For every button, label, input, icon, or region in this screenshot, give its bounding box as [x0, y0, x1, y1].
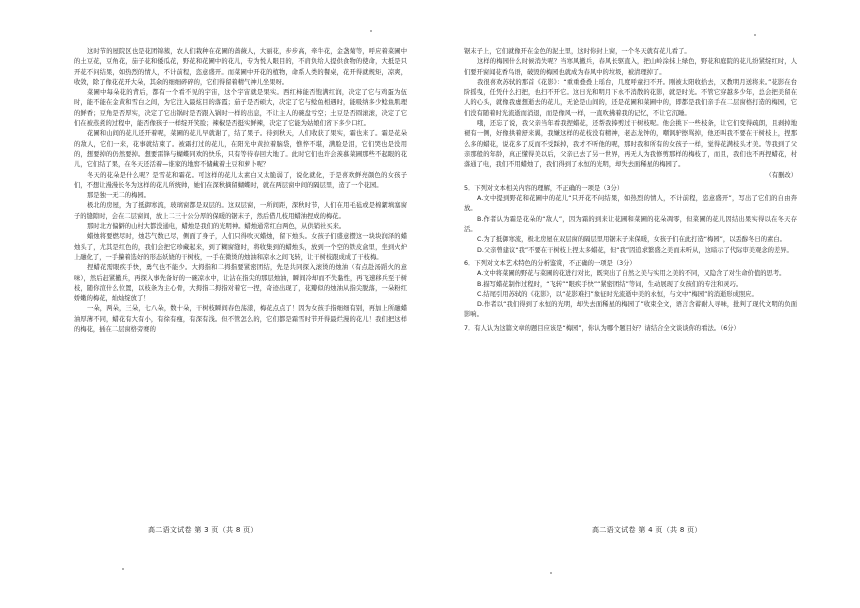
exam-page-4 — [430, 0, 860, 608]
question-6-option-d: D.作者以“我们得到了永恒的光明，却失去面稀星的梅园了”收束全文，语言含蓄耐人寻味，批判了现代文明的负面影响。 — [464, 301, 797, 319]
question-5-option-b: B.作者认为霜是花朵的“敌人”，因为霜的到来让花圃和菜圃的花朵凋零，但菜圃的花儿因结出果实得以在冬天存活。 — [464, 215, 797, 234]
question-5-stem: 5．下列对文本相关内容的理解，不正确的一项是（3分） — [464, 184, 624, 192]
essay-paragraph: 锯末子上，它们就像开在金色的泥土里，这时你封上窗，一个冬天就有花儿看了。 — [464, 48, 691, 55]
question-5-option-d: D.父亲曾建议“我”不要在干树枝上捏太多蜡花，但“我”因追求繁盛之美而未听从，这暗示了代际审美观念的差异。 — [477, 246, 793, 254]
essay-paragraph: 捏蜡花需眼疾手快，勇气也不能少。大拇指和二拇指要紧密团结，先是共同探入滚烫的烛油（有点赴汤蹈火的意味），然后赶紧撤兵，再探入事先备好的一碗凉水中，让沾在指尖的那层烛油，瞬间冷却而不失黏性，再飞速移兵至干树枝，随你渲什么位置，以枝条为主心骨，大拇指二拇指对着它一捏，奇迹出现了，花瓣似的烛油从指尖脱落，一朵粉红娇嫩的梅花，灿灿绽放了！ — [74, 264, 407, 303]
question-5-option-c: C.为了抵御寒流，极北房屋在双层窗的隔层里用锯末子来保暖，女孩子们在此打造“梅园”，以丢醇冬日的素白。 — [477, 236, 786, 244]
question-7-stem: 7．有人认为这篇文章的题目应该是“梅园”，你认为哪个题目好？请结合全文谈谈你的看法。（6分） — [464, 324, 740, 332]
essay-paragraph: 花圃和山间的花儿还开着呢，菜圃的花儿早就谢了，结了果子。待到秋天，人们收获了果实，霜也来了。霜是花朵的敌人，它们一来，花事就结束了。被霜打过的花儿，在阳光中黄拉着脑袋，憔悴不堪，满脸是泪，它们哭也是没用的，想要掉的仍然要掉。想要雷锋与蝴蝶同欢的快乐，只有等待春回大地了。此时它们也许会羡慕菜圃那些不起眼的花儿，它们结了果，在冬天还活着—谁家的地窖不储藏着土豆和萝卜呢？ — [74, 130, 407, 169]
essay-paragraph: 一朵，两朵，三朵，七八朵，数十朵，干树枝瞬间春色荡漾，梅花点点了！因为女孩手指细细有别，再加上所融蜡油厚薄不同，蜡花有大有小，有徐有瘦，有深有浅。但不管怎么的，它们都是霜雪时节开得最烂漫的花儿！我们把这样的梅花，插在二层窗格旁赛的 — [74, 305, 407, 334]
question-5-option-a: A.文中提到野花和花圃中的花儿“只开花不问结果，如热烈的情人，不计前程，恣意盛开”，写出了它们的自由奔放。 — [464, 195, 797, 213]
essay-and-questions-column — [464, 47, 797, 334]
page-footer: 高二语文试卷 第 3 页（共 8 页） — [148, 526, 258, 534]
question-6-option-b: B.描写蜡花制作过程时，“飞转”“眼疾手快”“紧密团结”等词，生动展现了女孩们的专注和灵巧。 — [477, 280, 743, 288]
essay-paragraph: 那时北方偏僻的山村大都没通电，蜡烛是我们的光明神。蜡烛通常红白两色，从供销社买来。 — [87, 223, 346, 231]
essay-paragraph: 极北的房屋，为了抵御寒流，玻璃窗都是双层的。这双层窗，一所间距，深秋时节，人们在用毛毡或是棉絮填塞窗子的缝隙时，会在二层窗间，放上二三十公分厚的保暖的锯末子，然后借几枝用蜡油捏成的梅花。 — [74, 202, 407, 220]
essay-paragraph: 冬天的花朵是什么呢？是雪花和霜花。可这样的花儿太素白又太脆弱了，说化就化，于是喜欢鲜亮颜色的女孩子们，不想让漫漫长冬为这样的花儿所统帅，她们在深秋摘留蝴蝶时，就在两层窗中间的隔层里，造了一个花园。 — [74, 171, 407, 189]
essay-paragraph: 这时节的屋院区也是花团锦簇，农人们栽种在花圃的蔷薇人，大丽花，步步高，牵牛花，金盏菊等，呼应着菜圃中的土豆花，豆角花，茄子花和倭瓜花，野花和花圃中的花儿，专为悦人眼目的，不肩负给人提供食物的使命，大抵是只开花不问结果，如热烈的情人，不计前程，恣意盛开。而菜圃中开花的植物，命系人类的餐桌，花开得就规矩，凉爽，收敛，除了像花花开大朵，其余的细细碎碎的，它们得留着精气神儿坐果呀。 — [74, 48, 407, 86]
essay-paragraph: 我很喜欢苏轼的那首《花影》：“重重叠叠上瑶台，几度呼童扫不开。刚被太阳收拾去，又教明月送将来。”花影在台阶摇曳，任凭什么扫把，也扫不开它。这日光和明月下永不消散的花影，就是时光。不管它穿越多少年，总会把美留在人的心头，就像我虚想逝去的花儿，无论是山间的，还是花圃和菜圃中的，即都是我们亲手在二层窗格打造的梅园，它们没有随着时光流逝而消退，而是像风一样，一直吹拂着我的记忆，不让它沉睡。 — [464, 78, 797, 117]
essay-paragraph: 那是独一无二的梅园。 — [87, 192, 150, 200]
page-footer: 高二语文试卷 第 4 页（共 8 页） — [592, 526, 702, 534]
essay-text-column — [74, 47, 407, 335]
source-note: （有删改） — [765, 171, 797, 179]
question-6-option-c: C.结尾引用苏轼的《花影》，以“花影难扫”象征时光流逝中美的永恒，与文中“梅园”的消逝形成照应。 — [477, 290, 758, 298]
essay-paragraph: 菜圃中每朵花的背后，都有一个看不见的宇宙，这个宇宙就是果实。西红柿能否饱满红润，决定了它与鸡蛋为伍时，能不能在金黄和雪白之间，为它注入最炫目的落霞；茄子是否硕大，决定了它与鲶鱼相遇时，能吸纳多少鲶鱼肌理的鲜香；豆角是否厚实，决定了它出锅时是否跟入锅时一样的出息，不让主人的碗盘亏空；土豆是否圆滚滚，决定了它们在被蒸煮的过程中，能否像孩子一样绽开笑脸；辣椒是否挺实鲜辣，决定了它能为姑娘们省下多少口红。 — [74, 89, 407, 128]
scan-speck — [370, 30, 372, 32]
essay-paragraph: 哦，还忘了说，我父亲当年看我捏蜡花，还帮我捧剪过干树枝呢。他会挑下一些枝条，让它们变得疏朗，且剥掉地褪有一侧，好像拱着舒来翼，我嫌这样的花枝没有精神，老态龙钟的，嘲讽驴擦骂掉，他还叫我不要在干树枝上，捏那么多的蜡花，说花多了反而不受踩掉，我才不听他的呢，那时我和所有的女孩子一样，觉得花满枝头才美。等我到了父亲那般的年龄，真正懂得美以后，父亲已去了另一世界，再无人为我修剪那样的梅枝了，而且，我们也不再捏蜡花，村落通了电，我们不用蜡烛了，我们得到了永恒的光明，却失去面稀星的梅园了。 — [464, 120, 797, 169]
scan-speck — [754, 34, 756, 36]
question-6-option-a: A.文中将菜圃的野花与菜圃的花进行对比，既突出了自然之美与实用之美的不同，又隐含了对生命价值的思考。 — [477, 270, 786, 278]
scan-speck — [122, 568, 124, 570]
essay-paragraph: 蜡烛将要燃尽时，烛芯气数已尽，侧面了身子，人们只得吹灭蜡烛，留下烛头。女孩子们盛意攒这一块块润泽的蜡烛头了，尤其是红色的，我们会把它珍藏起来，到了糊窗缝时，将收集到的蜡烛头，放到一个空的铁皮盒里，坐到火炉上融化了，一手攥着选好的形态妖娆的干树枝，一手在微烫的烛油和凉水之间飞转，让干树枝跟成成了干枝梅。 — [74, 233, 407, 261]
scan-speck — [550, 572, 552, 574]
essay-paragraph: 这样的梅园什么时候消失呢？当寒风撤兵，春风长驱直入，把山岭涂抹上绿色，野花和庭院的花儿纷紧绽红时，人们要开窗闻花香鸟语，破毁的梅园也就成为春风中的垃圾，被清理掉了。 — [464, 58, 797, 76]
question-6-stem: 6．下列对文本艺术特色的分析鉴赏，不正确的一项是（3分） — [464, 259, 636, 267]
